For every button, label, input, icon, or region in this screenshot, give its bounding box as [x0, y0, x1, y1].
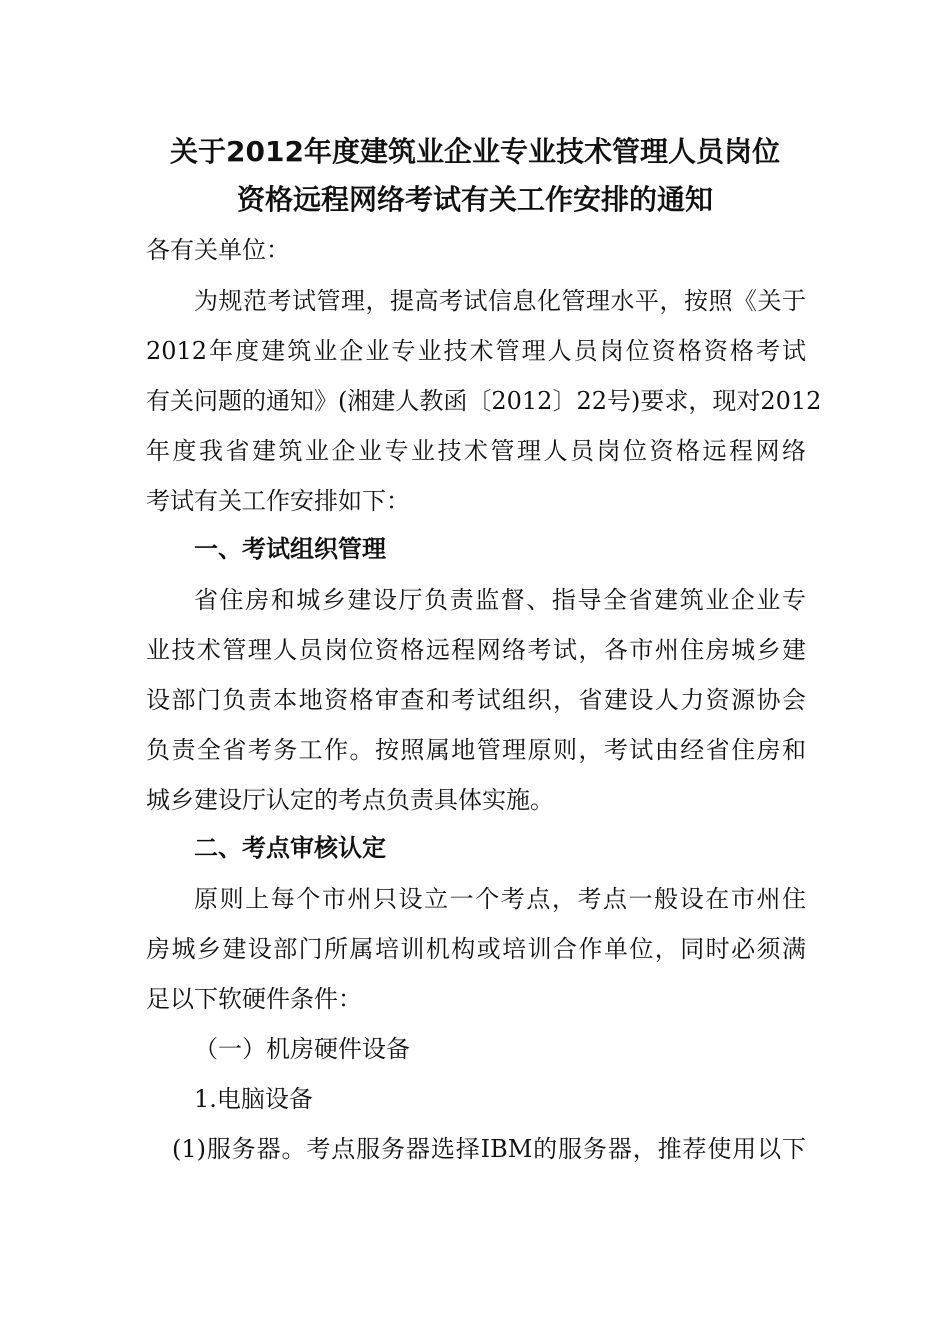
section-1-line-3: 设部门负责本地资格审查和考试组织，省建设人力资源协会 [146, 686, 806, 714]
salutation: 各有关单位： [146, 236, 290, 264]
intro-line-5: 考试有关工作安排如下： [146, 487, 410, 515]
section-2-line-3: 足以下软硬件条件： [146, 985, 362, 1013]
document-title-line-1: 关于2012年度建筑业企业专业技术管理人员岗位 [170, 135, 780, 168]
document-title-line-2: 资格远程网络考试有关工作安排的通知 [236, 183, 713, 216]
section-1-line-2: 业技术管理人员岗位资格远程网络考试，各市州住房城乡建 [146, 636, 806, 664]
intro-line-3: 有关问题的通知》(湘建人教函〔2012〕22号)要求，现对2012 [146, 387, 822, 415]
subsection-1-heading: （一）机房硬件设备 [194, 1035, 410, 1063]
section-1-line-1: 省住房和城乡建设厅负责监督、指导全省建筑业企业专 [194, 586, 806, 614]
subsection-1-item-1: 1.电脑设备 [194, 1085, 313, 1113]
section-2-line-1: 原则上每个市州只设立一个考点，考点一般设在市州住 [194, 885, 806, 913]
intro-line-4: 年度我省建筑业企业专业技术管理人员岗位资格远程网络 [146, 437, 806, 465]
section-1-line-4: 负责全省考务工作。按照属地管理原则，考试由经省住房和 [146, 736, 806, 764]
subsection-1-item-1-1: (1)服务器。考点服务器选择IBM的服务器，推荐使用以下 [172, 1135, 806, 1163]
section-2-line-2: 房城乡建设部门所属培训机构或培训合作单位，同时必须满 [146, 935, 806, 963]
section-2-heading: 二、考点审核认定 [194, 834, 386, 862]
intro-line-1: 为规范考试管理，提高考试信息化管理水平，按照《关于 [194, 287, 806, 315]
intro-line-2: 2012年度建筑业企业专业技术管理人员岗位资格资格考试 [146, 337, 806, 365]
section-1-line-5: 城乡建设厅认定的考点负责具体实施。 [146, 786, 554, 814]
section-1-heading: 一、考试组织管理 [194, 535, 386, 563]
